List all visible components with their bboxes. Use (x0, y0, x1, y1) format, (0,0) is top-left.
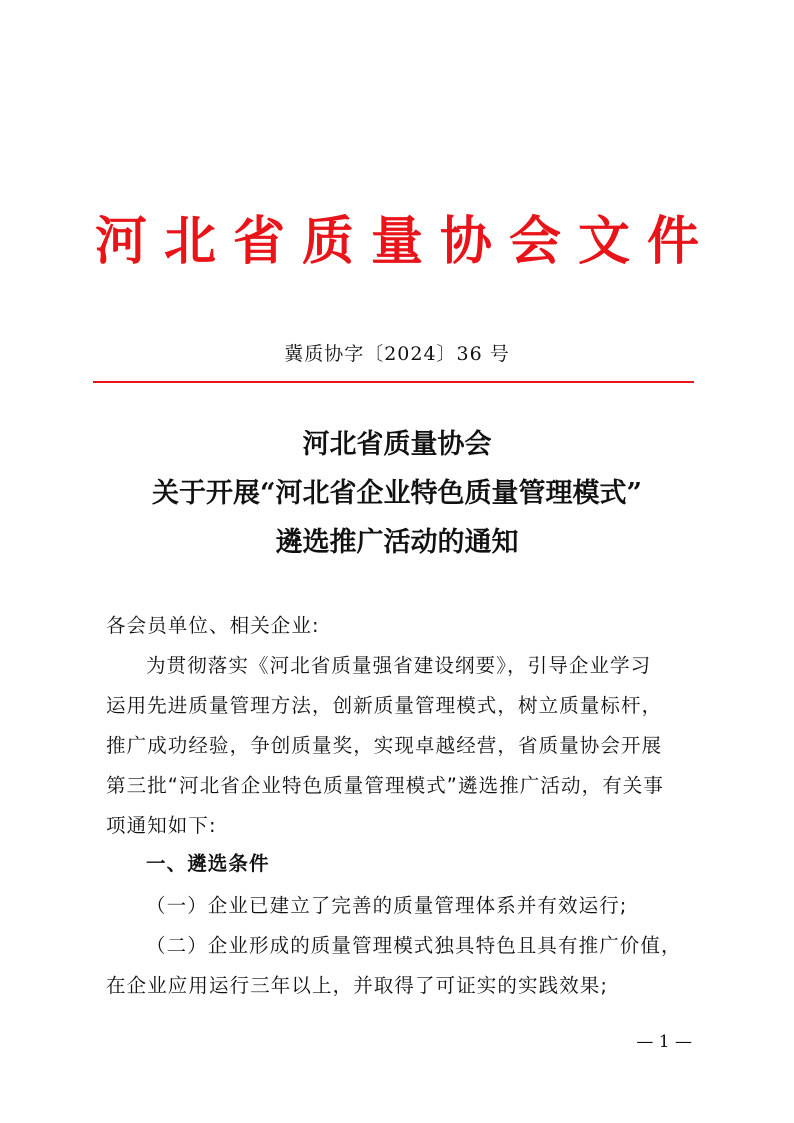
red-divider-line (93, 381, 694, 383)
title-line-3: 遴选推广活动的通知 (275, 527, 519, 558)
paragraph-1-line-5: 项通知如下: (106, 814, 217, 837)
paragraph-1-line-4: 第三批“河北省企业特色质量管理模式”遴选推广活动，有关事 (106, 774, 665, 797)
title-line-1: 河北省质量协会 (302, 429, 492, 460)
document-number: 冀质协字〔2024〕36 号 (284, 343, 510, 365)
page-number: — 1 — (636, 1032, 692, 1052)
item-2-line-1: （二）企业形成的质量管理模式独具特色且具有推广价值， (146, 934, 682, 957)
document-masthead: 河北省质量协会文件 (94, 211, 716, 272)
section-1-heading: 一、遴选条件 (146, 852, 270, 875)
item-1: （一）企业已建立了完善的质量管理体系并有效运行; (146, 894, 628, 917)
title-line-2: 关于开展“河北省企业特色质量管理模式” (151, 478, 643, 509)
item-2-line-2: 在企业应用运行三年以上，并取得了可证实的实践效果; (106, 974, 609, 997)
paragraph-1-line-1: 为贯彻落实《河北省质量强省建设纲要》，引导企业学习 (146, 654, 652, 677)
paragraph-1-line-2: 运用先进质量管理方法，创新质量管理模式，树立质量标杆， (106, 694, 663, 717)
paragraph-1-line-3: 推广成功经验，争创质量奖，实现卓越经营，省质量协会开展 (106, 734, 663, 757)
salutation: 各会员单位、相关企业: (106, 614, 320, 637)
